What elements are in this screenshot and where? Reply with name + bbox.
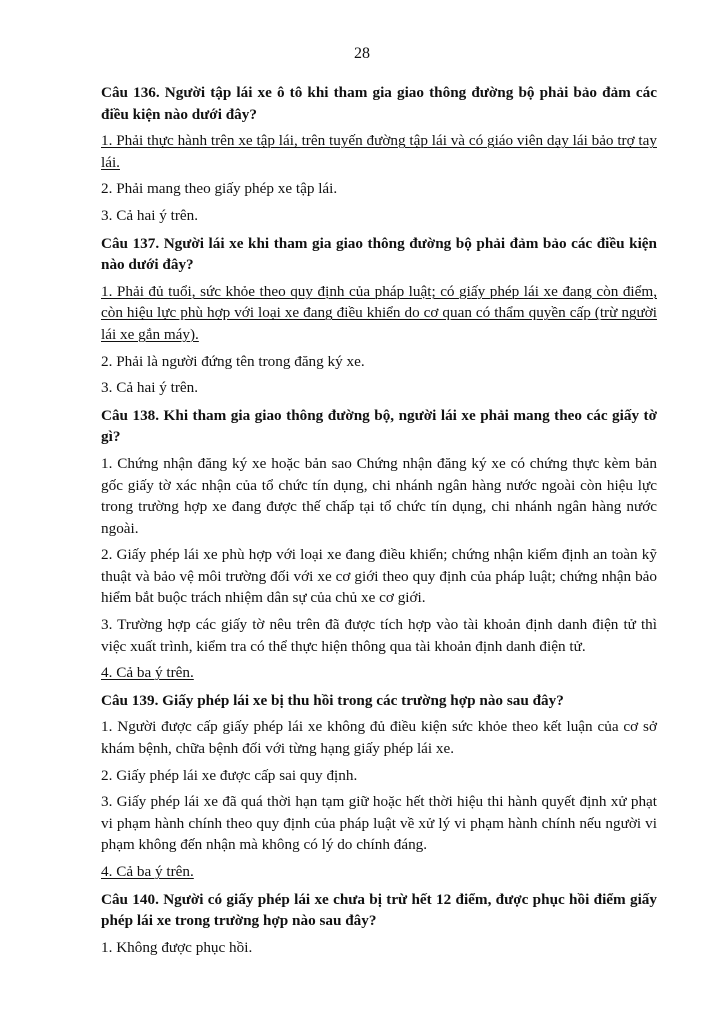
question-title: Câu 137. Người lái xe khi tham gia giao thông đường bộ phải đảm bảo các điều kiện nào dưới đây? [101,234,657,274]
answer-list [101,937,657,959]
correct-answer: 1. Phải thực hành trên xe tập lái, trên tuyến đường tập lái và có giáo viên dạy lái bảo trợ tay lái. [101,132,657,171]
answer-option: 3. Cả hai ý trên. [101,206,199,224]
answer-option: 2. Phải là người đứng tên trong đăng ký xe. [101,352,365,370]
answer-option: 1. Người được cấp giấy phép lái xe không đủ điều kiện sức khỏe theo kết luận của cơ sở khám bệnh, chữa bệnh đối với từng hạng giấy phép lái xe. [101,718,657,758]
answer-list [101,716,657,882]
answer-option: 3. Trường hợp các giấy tờ nêu trên đã được tích hợp vào tài khoản định danh điện tử thì việc xuất trình, kiểm tra có thể thực hiện thông qua tài khoản định danh điện tử. [101,616,657,655]
question-title: Câu 136. Người tập lái xe ô tô khi tham gia giao thông đường bộ phải bảo đảm các điều kiện nào dưới đây? [101,84,657,123]
question-block [101,405,657,684]
answer-option: 1. Chứng nhận đăng ký xe hoặc bản sao Chứng nhận đăng ký xe có chứng thực kèm bản gốc giấy tờ xác nhận của tổ chức tín dụng, chi nhánh ngân hàng nước ngoài còn hiệu lực trong trường hợp xe đang được thế chấp tại tổ chức tín dụng, chi nhánh ngân hàng nước ngoài. [101,454,657,537]
answer-list [101,130,657,226]
question-title: Câu 138. Khi tham gia giao thông đường bộ, người lái xe phải mang theo các giấy tờ gì? [101,406,657,446]
question-list [101,82,657,964]
page-number: 28 [354,45,370,62]
answer-option: 2. Giấy phép lái xe phù hợp với loại xe đang điều khiển; chứng nhận kiểm định an toàn kỹ thuật và bảo vệ môi trường đối với xe cơ giới theo quy định của pháp luật; chứng nhận bảo hiểm bắt buộc trách nhiệm dân sự của chủ xe cơ giới. [101,546,657,607]
question-block [101,889,657,959]
answer-list [101,281,657,399]
correct-answer: 4. Cả ba ý trên. [101,863,194,880]
answer-option: 2. Phải mang theo giấy phép xe tập lái. [101,180,338,198]
correct-answer: 1. Phải đủ tuổi, sức khỏe theo quy định của pháp luật; có giấy phép lái xe đang còn điểm, còn hiệu lực phù hợp với loại xe đang điều khiển do cơ quan có thẩm quyền cấp (trừ người lái xe gắn máy). [101,282,657,343]
answer-option: 3. Cả hai ý trên. [101,379,199,397]
answer-option: 3. Giấy phép lái xe đã quá thời hạn tạm giữ hoặc hết thời hiệu thi hành quyết định xử phạt vi phạm hành chính theo quy định của pháp luật về xử lý vi phạm hành chính nếu người vi phạm không đến nhận mà không có lý do chính đáng. [101,793,657,854]
question-block [101,82,657,227]
question-block [101,690,657,883]
correct-answer: 4. Cả ba ý trên. [101,664,194,682]
question-title: Câu 139. Giấy phép lái xe bị thu hồi trong các trường hợp nào sau đây? [101,691,564,709]
answer-option: 2. Giấy phép lái xe được cấp sai quy định. [101,766,358,784]
answer-list [101,453,657,684]
answer-option: 1. Không được phục hồi. [101,938,253,956]
question-block [101,233,657,399]
question-title: Câu 140. Người có giấy phép lái xe chưa bị trừ hết 12 điểm, được phục hồi điểm giấy phép lái xe trong trường hợp nào sau đây? [101,890,657,930]
